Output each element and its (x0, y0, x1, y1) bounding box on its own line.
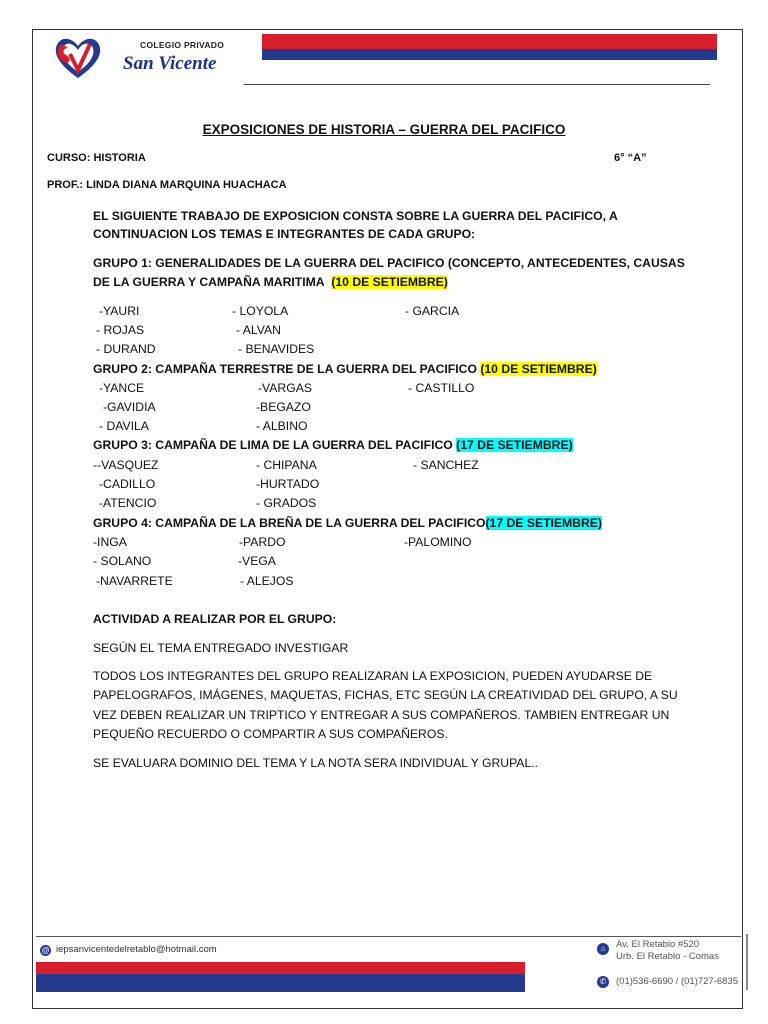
member: - ROJAS (96, 323, 145, 337)
footer-address-line-2: Urb. El Retablo - Comas (616, 951, 719, 962)
intro-line-1: EL SIGUIENTE TRABAJO DE EXPOSICION CONSTA SOBRE LA GUERRA DEL PACIFICO, A (93, 209, 618, 223)
member: - ALVAN (236, 323, 281, 337)
member: -HURTADO (256, 477, 320, 491)
member: -YAURI (99, 304, 140, 318)
member: -PARDO (239, 535, 286, 549)
group-1-title-line-2 (93, 275, 448, 289)
member: - DURAND (96, 342, 156, 356)
phone-icon: ✆ (597, 976, 609, 988)
footer-blue-band (36, 974, 525, 992)
member: -GAVIDIA (103, 400, 156, 414)
member: -CADILLO (99, 477, 156, 491)
member: --VASQUEZ (93, 458, 159, 472)
footer-divider (36, 936, 741, 937)
footer-email[interactable]: iepsanvicentedelretablo@hotmail.com (56, 944, 217, 955)
school-name: San Vicente (123, 53, 217, 74)
group-3-date: (17 DE SETIEMBRE) (456, 438, 573, 452)
group-4-title-text: GRUPO 4: CAMPAÑA DE LA BREÑA DE LA GUERRA DEL PACIFICO (93, 516, 486, 530)
group-1-title-text: DE LA GUERRA Y CAMPAÑA MARITIMA (93, 275, 325, 289)
location-icon: ⌂ (597, 943, 609, 955)
intro-line-2: CONTINUACION LOS TEMAS E INTEGRANTES DE CADA GRUPO: (93, 227, 476, 241)
group-4-date: (17 DE SETIEMBRE) (485, 516, 602, 530)
member: -VARGAS (258, 381, 312, 395)
group-3-title (93, 438, 573, 452)
member: -BEGAZO (256, 400, 311, 414)
grade-label: 6° “A” (614, 152, 647, 164)
school-subtitle: COLEGIO PRIVADO (140, 40, 225, 50)
group-2-title-text: GRUPO 2: CAMPAÑA TERRESTRE DE LA GUERRA DEL PACIFICO (93, 362, 477, 376)
member: - LOYOLA (232, 304, 289, 318)
member: - CHIPANA (256, 458, 317, 472)
member: - GARCIA (405, 304, 460, 318)
group-2-date: (10 DE SETIEMBRE) (480, 362, 597, 376)
member: - CASTILLO (408, 381, 475, 395)
header-red-band (262, 34, 717, 49)
member: - BENAVIDES (238, 342, 315, 356)
member: -ATENCIO (99, 496, 157, 510)
member: -INGA (93, 535, 127, 549)
activity-title: ACTIVIDAD A REALIZAR POR EL GRUPO: (93, 612, 337, 626)
school-logo (48, 34, 110, 82)
member: - DAVILA (99, 419, 149, 433)
member: - ALBINO (256, 419, 308, 433)
group-2-title (93, 362, 597, 376)
header-blue-band (262, 49, 717, 60)
footer-address-line-1: Av. El Retablo #520 (616, 939, 700, 950)
activity-paragraph-2-line: PAPELOGRAFOS, IMÁGENES, MAQUETAS, FICHAS, ETC SEGÚN LA CREATIVIDAD DEL GRUPO, A SU (93, 688, 678, 702)
professor-label: PROF.: LINDA DIANA MARQUINA HUACHACA (47, 179, 287, 191)
document-title: EXPOSICIONES DE HISTORIA – GUERRA DEL PACIFICO (202, 122, 566, 137)
footer-phones: (01)536-6690 / (01)727-6835 (616, 976, 739, 987)
activity-paragraph-2-line: TODOS LOS INTEGRANTES DEL GRUPO REALIZARAN LA EXPOSICION, PUEDEN AYUDARSE DE (93, 669, 653, 683)
footer-vertical-bar (746, 934, 748, 990)
email-icon: @ (41, 946, 50, 955)
activity-paragraph-3: SE EVALUARA DOMINIO DEL TEMA Y LA NOTA SERA INDIVIDUAL Y GRUPAL.. (93, 756, 538, 770)
member: -VEGA (238, 554, 276, 568)
member: - GRADOS (256, 496, 317, 510)
group-1-title-line-1: GRUPO 1: GENERALIDADES DE LA GUERRA DEL PACIFICO (CONCEPTO, ANTECEDENTES, CAUSAS (93, 256, 685, 270)
member: -PALOMINO (404, 535, 472, 549)
course-label: CURSO: HISTORIA (47, 152, 146, 164)
group-1-date: (10 DE SETIEMBRE) (331, 275, 448, 289)
member: -YANCE (99, 381, 145, 395)
member: -NAVARRETE (96, 574, 173, 588)
group-3-title-text: GRUPO 3: CAMPAÑA DE LIMA DE LA GUERRA DEL PACIFICO (93, 438, 453, 452)
activity-paragraph-2-line: VEZ DEBEN REALIZAR UN TRIPTICO Y ENTREGAR A SUS COMPAÑEROS. TAMBIEN ENTREGAR UN (93, 708, 670, 722)
member: - SOLANO (93, 554, 152, 568)
member: - ALEJOS (240, 574, 294, 588)
activity-paragraph-2-line: PEQUEÑO RECUERDO O COMPARTIR A SUS COMPAÑEROS. (93, 727, 448, 741)
footer-red-band (36, 962, 525, 974)
header-divider (244, 84, 710, 85)
activity-paragraph-1: SEGÚN EL TEMA ENTREGADO INVESTIGAR (93, 641, 349, 655)
member: - SANCHEZ (413, 458, 479, 472)
group-4-title (93, 516, 602, 530)
